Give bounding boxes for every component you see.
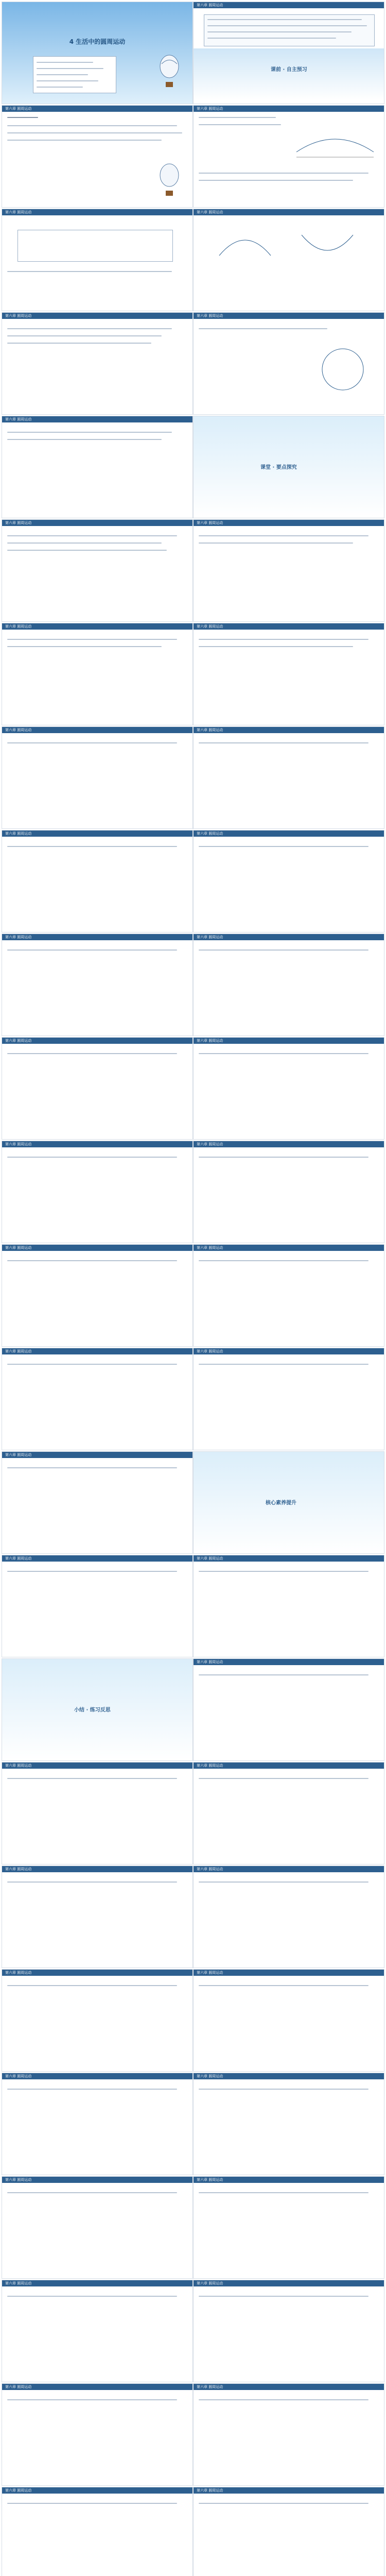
slide-35[interactable]: 第六章 圆周运动 <box>2 1762 192 1864</box>
slide-28[interactable]: 第六章 圆周运动 <box>194 1348 384 1450</box>
track-diagram <box>291 116 379 167</box>
slide-32[interactable]: 第六章 圆周运动 <box>194 1555 384 1657</box>
slide-46[interactable]: 第六章 圆周运动 <box>194 2280 384 2382</box>
slide-27[interactable]: 第六章 圆周运动 <box>2 1348 192 1450</box>
slide-16[interactable]: 第六章 圆周运动 <box>194 727 384 828</box>
slide-30[interactable] <box>194 1452 384 1553</box>
lesson-title: 4 生活中的圆周运动 <box>69 38 126 45</box>
text-block <box>204 14 375 46</box>
slide-17[interactable]: 第六章 圆周运动 <box>2 831 192 932</box>
section-title: 课堂 · 要点探究 <box>260 465 297 470</box>
slide-11[interactable]: 第六章 圆周运动 <box>2 520 192 621</box>
slide-33[interactable] <box>2 1659 192 1760</box>
slide-15[interactable]: 第六章 圆周运动 <box>2 727 192 828</box>
section-title: 小结 · 练习反思 <box>74 1707 111 1713</box>
balloon-icon <box>156 54 182 95</box>
slide-19[interactable]: 第六章 圆周运动 <box>2 934 192 1036</box>
slide-44[interactable]: 第六章 圆周运动 <box>194 2177 384 2278</box>
section-title: 课前 · 自主预习 <box>271 67 307 73</box>
slide-18[interactable]: 第六章 圆周运动 <box>194 831 384 932</box>
slide-cover[interactable] <box>2 2 192 104</box>
balloon-icon <box>156 162 182 204</box>
slide-34[interactable]: 第六章 圆周运动 <box>194 1659 384 1760</box>
vertical-circle-diagram <box>312 338 374 400</box>
slide-43[interactable]: 第六章 圆周运动 <box>2 2177 192 2278</box>
section-title: 核心素养提升 <box>266 1500 296 1506</box>
slide-3[interactable]: 第六章 圆周运动 <box>2 106 192 207</box>
slide-12[interactable]: 第六章 圆周运动 <box>194 520 384 621</box>
slide-21[interactable]: 第六章 圆周运动 <box>2 1038 192 1139</box>
slide-42[interactable]: 第六章 圆周运动 <box>194 2073 384 2175</box>
arch-bridge-diagram <box>214 225 276 271</box>
slide-5[interactable]: 第六章 圆周运动 <box>2 209 192 311</box>
concave-bridge-diagram <box>296 225 358 271</box>
slide-38[interactable]: 第六章 圆周运动 <box>194 1866 384 1968</box>
slide-9[interactable]: 第六章 圆周运动 <box>2 416 192 518</box>
slide-37[interactable]: 第六章 圆周运动 <box>2 1866 192 1968</box>
slide-49[interactable]: 第六章 圆周运动 <box>2 2487 192 2576</box>
slide-25[interactable]: 第六章 圆周运动 <box>2 1245 192 1346</box>
slide-7[interactable]: 第六章 圆周运动 <box>2 313 192 414</box>
slide-26[interactable]: 第六章 圆周运动 <box>194 1245 384 1346</box>
slide-31[interactable]: 第六章 圆周运动 <box>2 1555 192 1657</box>
slide-8[interactable]: 第六章 圆周运动 <box>194 313 384 414</box>
slide-50[interactable]: 第六章 圆周运动 <box>194 2487 384 2576</box>
slide-2[interactable]: 第六章 圆周运动 课前 · 自主预习 <box>194 2 384 104</box>
slide-10[interactable] <box>194 416 384 518</box>
slide-47[interactable]: 第六章 圆周运动 <box>2 2384 192 2485</box>
slide-20[interactable]: 第六章 圆周运动 <box>194 934 384 1036</box>
slide-13[interactable]: 第六章 圆周运动 <box>2 623 192 725</box>
slide-14[interactable]: 第六章 圆周运动 <box>194 623 384 725</box>
slide-29[interactable]: 第六章 圆周运动 <box>2 1452 192 1553</box>
slide-41[interactable]: 第六章 圆周运动 <box>2 2073 192 2175</box>
slide-40[interactable]: 第六章 圆周运动 <box>194 1970 384 2071</box>
slide-6[interactable]: 第六章 圆周运动 <box>194 209 384 311</box>
slide-23[interactable]: 第六章 圆周运动 <box>2 1141 192 1243</box>
slide-39[interactable]: 第六章 圆周运动 <box>2 1970 192 2071</box>
slide-36[interactable]: 第六章 圆周运动 <box>194 1762 384 1864</box>
slide-48[interactable]: 第六章 圆周运动 <box>194 2384 384 2485</box>
objective-box <box>33 56 116 93</box>
slide-22[interactable]: 第六章 圆周运动 <box>194 1038 384 1139</box>
slide-4[interactable]: 第六章 圆周运动 <box>194 106 384 207</box>
slide-45[interactable]: 第六章 圆周运动 <box>2 2280 192 2382</box>
table <box>17 230 173 262</box>
slide-24[interactable]: 第六章 圆周运动 <box>194 1141 384 1243</box>
